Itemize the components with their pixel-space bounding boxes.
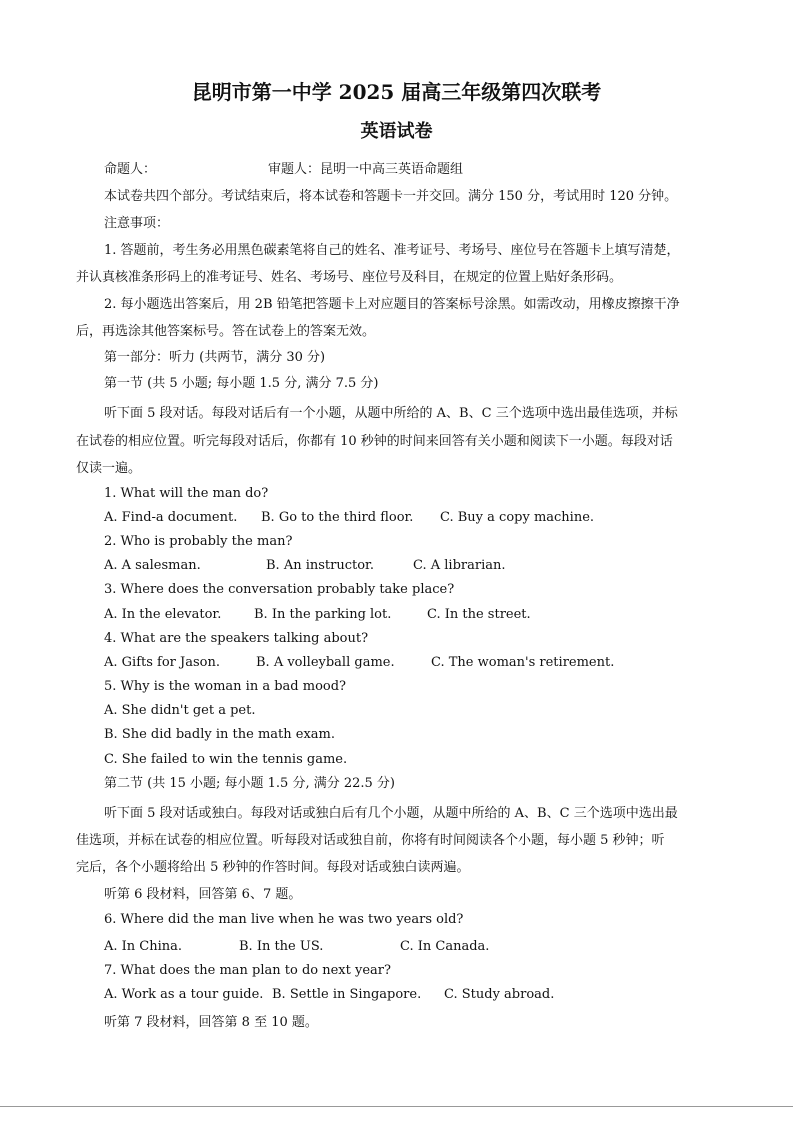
reviewer-label: 审题人：昆明一中高三英语命题组 bbox=[268, 162, 464, 177]
q5-option-c: C. She failed to win the tennis game. bbox=[104, 752, 348, 767]
section1-instructions-2: 在试卷的相应位置。听完每段对话后，你都有 10 秒钟的时间来回答有关小题和阅读下一小题。每段对话 bbox=[76, 434, 673, 449]
section1-heading: 第一节 (共 5 小题; 每小题 1.5 分, 满分 7.5 分) bbox=[104, 376, 379, 391]
question-6: 6. Where did the man live when he was two years old? bbox=[104, 912, 464, 927]
setter-label: 命题人： bbox=[104, 162, 157, 177]
section2-heading: 第二节 (共 15 小题; 每小题 1.5 分, 满分 22.5 分) bbox=[104, 776, 396, 791]
q6-option-b: B. In the US. bbox=[239, 939, 324, 954]
q1-option-a: A. Find-a document. bbox=[104, 510, 238, 525]
question-2: 2. Who is probably the man? bbox=[104, 534, 293, 549]
notice-1-line-2: 并认真核准条形码上的准考证号、姓名、考场号、座位号及科目，在规定的位置上贴好条形码。 bbox=[76, 270, 623, 285]
q5-option-a: A. She didn't get a pet. bbox=[104, 703, 256, 718]
part1-heading: 第一部分：听力 (共两节，满分 30 分) bbox=[104, 350, 326, 365]
section2-instructions-2: 佳选项，并标在试卷的相应位置。听每段对话或独自前，你将有时间阅读各个小题，每小题 5 秒钟；听 bbox=[76, 833, 665, 848]
question-5: 5. Why is the woman in a bad mood? bbox=[104, 679, 347, 694]
q3-option-c: C. In the street. bbox=[427, 607, 531, 622]
q6-option-a: A. In China. bbox=[104, 939, 183, 954]
q1-option-c: C. Buy a copy machine. bbox=[440, 510, 595, 525]
section2-instructions-3: 完后，各个小题将给出 5 秒钟的作答时间。每段对话或独白读两遍。 bbox=[76, 860, 470, 875]
question-7: 7. What does the man plan to do next year? bbox=[104, 963, 391, 978]
q7-option-b: B. Settle in Singapore. bbox=[272, 987, 422, 1002]
exam-subtitle: 英语试卷 bbox=[360, 121, 433, 142]
q1-option-b: B. Go to the third floor. bbox=[261, 510, 414, 525]
section1-instructions-3: 仅读一遍。 bbox=[76, 461, 142, 476]
notice-2-line-1: 2. 每小题选出答案后，用 2B 铅笔把答题卡上对应题目的答案标号涂黑。如需改动，用橡皮擦擦干净 bbox=[104, 297, 680, 312]
q2-option-c: C. A librarian. bbox=[413, 558, 506, 573]
q4-option-c: C. The woman's retirement. bbox=[431, 655, 615, 670]
page-bottom-rule bbox=[0, 1106, 793, 1107]
notice-2-line-2: 后，再选涂其他答案标号。答在试卷上的答案无效。 bbox=[76, 324, 376, 339]
material-7-note: 听第 7 段材料，回答第 8 至 10 题。 bbox=[104, 1015, 318, 1030]
q5-option-b: B. She did badly in the math exam. bbox=[104, 727, 336, 742]
q4-option-a: A. Gifts for Jason. bbox=[104, 655, 220, 670]
section1-instructions-1: 听下面 5 段对话。每段对话后有一个小题，从题中所给的 A、B、C 三个选项中选出最佳选项，并标 bbox=[104, 406, 678, 421]
q6-option-c: C. In Canada. bbox=[400, 939, 490, 954]
q3-option-b: B. In the parking lot. bbox=[254, 607, 392, 622]
exam-title: 昆明市第一中学 2025 届高三年级第四次联考 bbox=[191, 80, 602, 104]
notice-title: 注意事项： bbox=[104, 216, 170, 231]
q2-option-a: A. A salesman. bbox=[104, 558, 201, 573]
q4-option-b: B. A volleyball game. bbox=[256, 655, 395, 670]
q7-option-c: C. Study abroad. bbox=[444, 987, 555, 1002]
intro-text: 本试卷共四个部分。考试结束后，将本试卷和答题卡一并交回。满分 150 分，考试用时 120 分钟。 bbox=[104, 189, 678, 204]
q7-option-a: A. Work as a tour guide. bbox=[104, 987, 264, 1002]
question-3: 3. Where does the conversation probably take place? bbox=[104, 582, 455, 597]
question-1: 1. What will the man do? bbox=[104, 486, 269, 501]
section2-instructions-1: 听下面 5 段对话或独白。每段对话或独白后有几个小题，从题中所给的 A、B、C 三个选项中选出最 bbox=[104, 806, 678, 821]
notice-1-line-1: 1. 答题前，考生务必用黑色碳素笔将自己的姓名、准考证号、考场号、座位号在答题卡上填写清楚， bbox=[104, 243, 680, 258]
q2-option-b: B. An instructor. bbox=[266, 558, 374, 573]
question-4: 4. What are the speakers talking about? bbox=[104, 631, 369, 646]
q3-option-a: A. In the elevator. bbox=[104, 607, 222, 622]
material-6-note: 听第 6 段材料，回答第 6、7 题。 bbox=[104, 887, 302, 902]
